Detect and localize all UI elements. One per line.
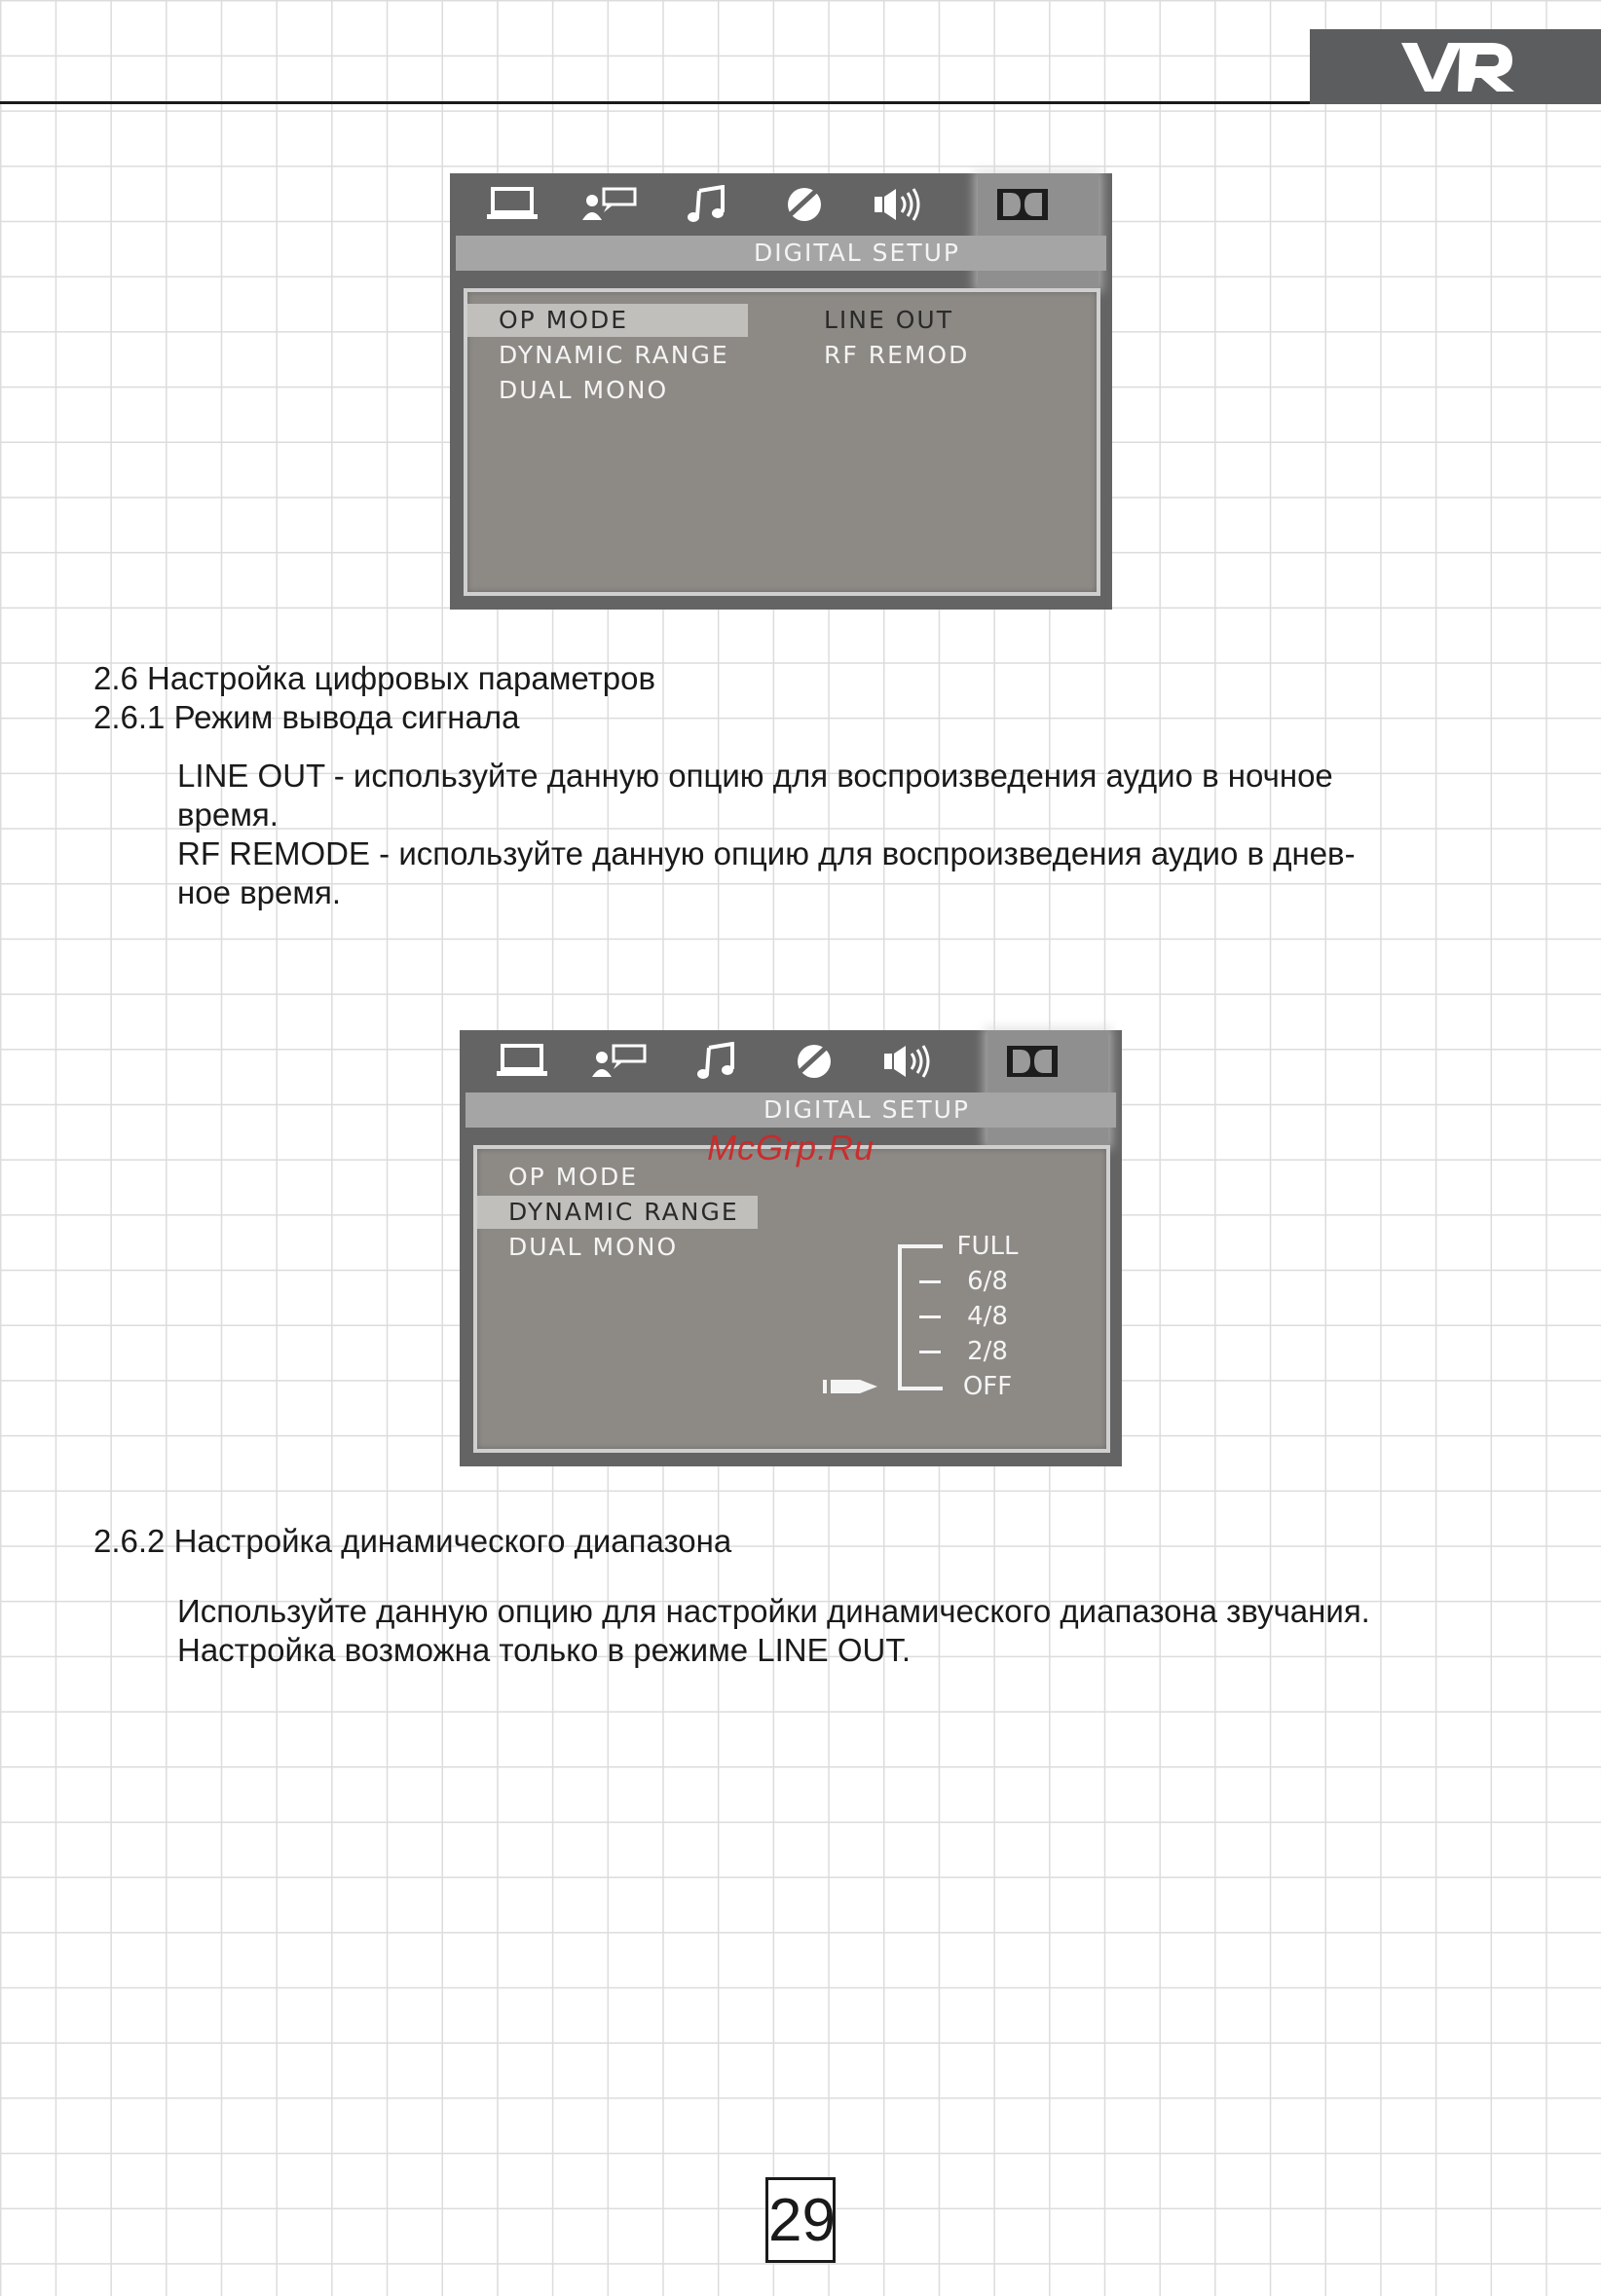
speaker-icon	[873, 187, 931, 222]
tab-language[interactable]	[577, 181, 643, 228]
range-level-2-8[interactable]: 2/8	[967, 1337, 1008, 1366]
menu-item-op-mode[interactable]: OP MODE	[467, 304, 748, 337]
tab-video[interactable]	[771, 181, 838, 228]
osd-tab-bar	[460, 1030, 1122, 1092]
para-dynamic-range-1: Используйте данную опцию для настройки динамического диапазона звучания.	[177, 1593, 1370, 1629]
osd-tab-bar	[450, 173, 1112, 236]
tab-general[interactable]	[489, 1038, 555, 1085]
osd-title: DIGITAL SETUP	[763, 1095, 970, 1124]
tab-general[interactable]	[479, 181, 545, 228]
disc-icon	[793, 1042, 836, 1081]
menu-item-op-mode[interactable]: OP MODE	[508, 1163, 638, 1191]
tab-language[interactable]	[586, 1038, 652, 1085]
tab-digital[interactable]	[999, 1038, 1065, 1085]
para-rf-remode-1: RF REMODE - используйте данную опцию для воспроизведения аудио в днев-	[177, 835, 1356, 871]
menu-item-dynamic-range[interactable]: DYNAMIC RANGE	[477, 1196, 758, 1229]
music-note-icon	[686, 185, 728, 224]
osd-menu-panel	[473, 1145, 1110, 1453]
menu-item-dynamic-range[interactable]: DYNAMIC RANGE	[499, 341, 729, 369]
tab-speaker[interactable]	[878, 1038, 945, 1085]
speaker-person-icon	[580, 187, 639, 222]
monitor-icon	[495, 1044, 549, 1079]
range-level-6-8[interactable]: 6/8	[967, 1267, 1008, 1296]
option-rf-remod[interactable]: RF REMOD	[824, 341, 970, 369]
tab-audio[interactable]	[684, 1038, 750, 1085]
header-rule	[0, 101, 1310, 104]
para-dynamic-range-2: Настройка возможна только в режиме LINE OUT.	[177, 1632, 911, 1668]
osd-title: DIGITAL SETUP	[754, 239, 960, 267]
range-level-off[interactable]: OFF	[962, 1372, 1013, 1401]
speaker-person-icon	[590, 1044, 649, 1079]
osd-menu-panel	[464, 288, 1100, 596]
dolby-icon	[995, 187, 1050, 222]
watermark: McGrp.Ru	[707, 1128, 875, 1167]
range-scale-tick	[919, 1351, 941, 1353]
range-level-4-8[interactable]: 4/8	[967, 1302, 1008, 1331]
para-rf-remode-2: ное время.	[177, 874, 342, 910]
monitor-icon	[485, 187, 540, 222]
osd-digital-setup-op-mode	[450, 173, 1112, 610]
para-line-out-1: LINE OUT - используйте данную опцию для воспроизведения аудио в ночное	[177, 758, 1333, 794]
tab-speaker[interactable]	[869, 181, 935, 228]
tab-digital[interactable]	[989, 181, 1056, 228]
osd-digital-setup-dynamic-range	[460, 1030, 1122, 1466]
option-line-out[interactable]: LINE OUT	[824, 306, 953, 334]
range-scale-tick	[919, 1315, 941, 1318]
menu-item-dual-mono[interactable]: DUAL MONO	[508, 1233, 679, 1261]
menu-item-dual-mono[interactable]: DUAL MONO	[499, 376, 669, 404]
tab-video[interactable]	[781, 1038, 847, 1085]
dolby-icon	[1005, 1044, 1060, 1079]
level-pointer-arrow-icon[interactable]	[823, 1376, 881, 1397]
disc-icon	[783, 185, 826, 224]
vr-logo-icon	[1399, 39, 1516, 95]
para-line-out-2: время.	[177, 796, 279, 833]
tab-audio[interactable]	[674, 181, 740, 228]
speaker-icon	[882, 1044, 941, 1079]
heading-dynamic-range: 2.6.2 Настройка динамического диапазона	[93, 1523, 732, 1559]
music-note-icon	[695, 1042, 738, 1081]
range-scale-tick	[919, 1280, 941, 1283]
page-number: 29	[765, 2177, 836, 2263]
brand-logo	[1310, 29, 1601, 104]
heading-digital-settings: 2.6 Настройка цифровых параметров	[93, 660, 656, 696]
range-level-full[interactable]: FULL	[956, 1232, 1019, 1261]
heading-output-mode: 2.6.1 Режим вывода сигнала	[93, 699, 520, 735]
